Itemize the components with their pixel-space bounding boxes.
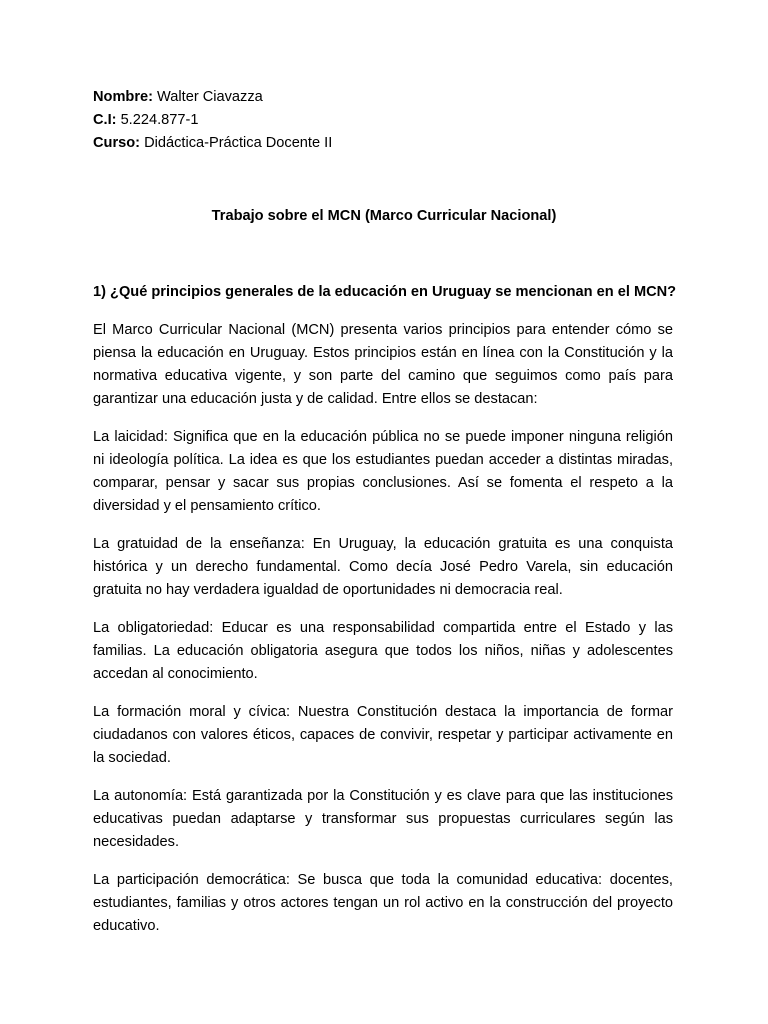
paragraph-autonomia: La autonomía: Está garantizada por la Constitución y es clave para que las instituciones educativas puedan adaptarse y transformar sus propuestas curriculares según las necesidades. [93,788,673,850]
student-info [93,86,693,155]
document-title: Trabajo sobre el MCN (Marco Curricular Nacional) [211,208,557,224]
ci-label: C.I: [93,112,117,128]
course-value: Didáctica-Práctica Docente II [140,135,333,151]
name-line [93,86,693,109]
course-line [93,132,693,155]
question-heading: 1) ¿Qué principios generales de la educación en Uruguay se mencionan en el MCN? [93,284,677,300]
course-label: Curso: [93,135,141,151]
name-label: Nombre: [93,89,153,105]
paragraph-intro: El Marco Curricular Nacional (MCN) presenta varios principios para entender cómo se piensa la educación en Uruguay. Estos principios están en línea con la Constitución y la normativa educativa vigente, y son parte del camino que seguimos como país para garantizar una educación justa y de calidad. Entre ellos se destacan: [93,322,673,407]
paragraph-laicidad: La laicidad: Significa que en la educación pública no se puede imponer ninguna religión ni ideología política. La idea es que los estudiantes puedan acceder a distintas miradas, comparar, pensar y sacar sus propias conclusiones. Así se fomenta el respeto a la diversidad y el pensamiento crítico. [93,429,673,514]
name-value: Walter Ciavazza [153,89,263,105]
paragraph-gratuidad: La gratuidad de la enseñanza: En Uruguay, la educación gratuita es una conquista histórica y un derecho fundamental. Como decía José Pedro Varela, sin educación gratuita no hay verdadera igualdad de oportunidades ni democracia real. [93,536,673,598]
ci-value: 5.224.877-1 [116,112,199,128]
ci-line [93,109,693,132]
paragraph-participacion: La participación democrática: Se busca que toda la comunidad educativa: docentes, estudiantes, familias y otros actores tengan un rol activo en la construcción del proyecto educativo. [93,872,673,934]
document-body [93,281,677,953]
paragraph-formacion-moral: La formación moral y cívica: Nuestra Constitución destaca la importancia de formar ciudadanos con valores éticos, capaces de convivir, respetar y participar activamente en la sociedad. [93,704,673,766]
paragraph-obligatoriedad: La obligatoriedad: Educar es una responsabilidad compartida entre el Estado y las familias. La educación obligatoria asegura que todos los niños, niñas y adolescentes accedan al conocimiento. [93,620,673,682]
